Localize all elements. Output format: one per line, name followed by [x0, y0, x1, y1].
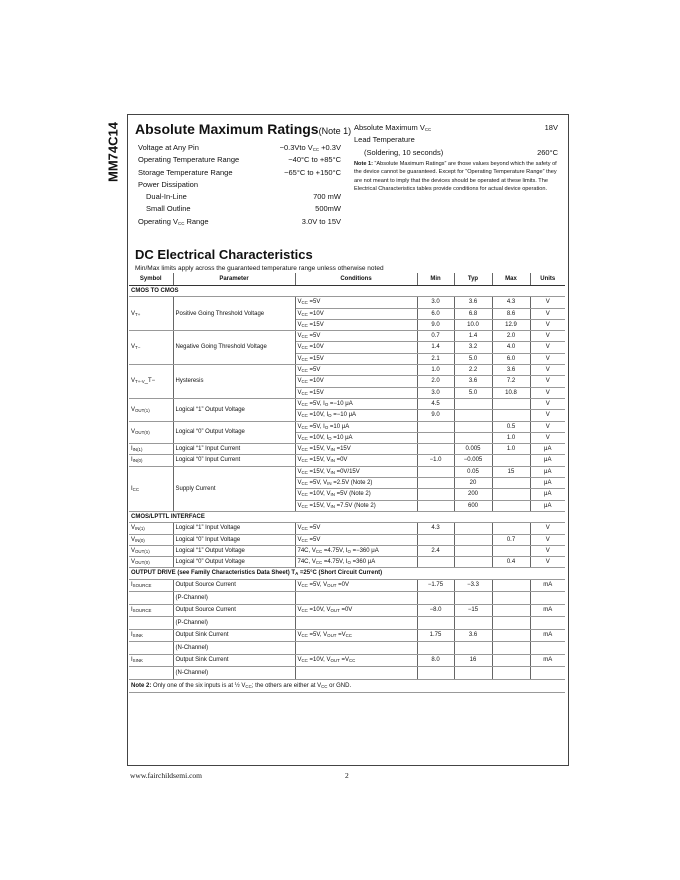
- table-row: $V_{CC} =15V$, $V_{IN} =7.5V$ (Note 2) 600 μA: [129, 500, 565, 511]
- table-row: $V_{CC} =15V$ 9.0 10.0 12.9 V: [129, 319, 565, 330]
- section-row: OUTPUT DRIVE (see Family Characteristics Data Sheet) $T_A =25^\circ C$ (Short Circuit Current): [129, 568, 565, 579]
- amr-row: Dual-In-Line 700 mW: [146, 192, 341, 202]
- table-row: $V_{CC} =10V$ 2.0 3.6 7.2 V: [129, 376, 565, 387]
- col-symbol: Symbol: [129, 273, 173, 286]
- table-row: $V_{CC} =15V$ 2.1 5.0 6.0 V: [129, 353, 565, 364]
- col-typ: Typ: [454, 273, 492, 286]
- table-header-row: [129, 273, 565, 286]
- table-row: $I_{SOURCE}$ Output Source Current $V_{CC} =10V$, $V_{OUT} =0V$ −8.0 −15 mA: [129, 604, 565, 617]
- amr-row: Storage Temperature Range −65°C to +150°C: [138, 167, 341, 177]
- section-row: CMOS TO CMOS: [129, 286, 565, 297]
- table-row: $I_{CC}$ Supply Current $V_{CC} =15V$, $V_{IN} =0V/15V$ 0.05 15 μA: [129, 466, 565, 477]
- table-row: $V_{T+}$ Positive Going Threshold Voltage $V_{CC} =5V$ 3.0 3.6 4.3 V: [129, 297, 565, 308]
- table-row: $V_{T-}$ Negative Going Threshold Voltage $V_{CC} =5V$ 0.7 1.4 2.0 V: [129, 331, 565, 342]
- amr-row: (Soldering, 10 seconds) 260°C: [364, 147, 558, 157]
- dc-title: DC Electrical Characteristics: [135, 247, 313, 262]
- table-row: $V_{CC} =10V$ 1.4 3.2 4.0 V: [129, 342, 565, 353]
- table-row: $V_{IN(0)}$ Logical “0” Input Voltage $V_{CC} =5V$ 0.7 V: [129, 534, 565, 545]
- table-row: $V_{OUT(0)}$ Logical “0” Output Voltage 74C, $V_{CC} =4.75V$, $I_O =360$ μA 0.4 V: [129, 557, 565, 568]
- amr-row: Small Outline 500mW: [146, 204, 341, 214]
- part-number-vertical: MM74C14: [105, 122, 121, 182]
- table-row: $V_{CC} =10V$, $V_{IN} =5V$ (Note 2) 200 μA: [129, 489, 565, 500]
- table-row: $I_{SINK}$ Output Sink Current $V_{CC} =5V$, $V_{OUT} =V_{CC}$ 1.75 3.6 mA: [129, 629, 565, 642]
- table-row: $V_{IN(1)}$ Logical “1” Input Voltage $V_{CC} =5V$ 4.3 V: [129, 523, 565, 534]
- col-conditions: Conditions: [295, 273, 417, 286]
- col-min: Min: [417, 273, 454, 286]
- page-number: 2: [345, 771, 349, 780]
- note-1: Note 1: “Absolute Maximum Ratings” are those values beyond which the safety of the device cannot be guaranteed. Except for “Operating Temperature Range” they are not meant to imply that the devices should be operated at these limits. The Electrical Characteristics tables provide conditions for actual device operation.: [354, 161, 557, 193]
- table-row: $I_{SOURCE}$ Output Source Current $V_{CC} =5V$, $V_{OUT} =0V$ −1.75 −3.3 mA: [129, 579, 565, 592]
- table-row: $V_{CC} =15V$ 3.0 5.0 10.8 V: [129, 387, 565, 398]
- table-row: (N-Channel): [129, 642, 565, 655]
- amr-row: Voltage at Any Pin −0.3Vto $V_{CC} +0.3V$: [138, 143, 341, 152]
- table-row: $I_{SINK}$ Output Sink Current $V_{CC} =10V$, $V_{OUT} =V_{CC}$ 8.0 16 mA: [129, 654, 565, 667]
- col-units: Units: [530, 273, 565, 286]
- amr-row: Operating $V_{CC}$ Range 3.0V to 15V: [138, 216, 341, 226]
- table-row: $V_{OUT(0)}$ Logical “0” Output Voltage $V_{CC} =5V$, $I_O =10$ μA 0.5 V: [129, 421, 565, 432]
- table-row: $I_{IN(0)}$ Logical “0” Input Current $V_{CC} =15V$, $V_{IN} =0V$ −1.0 −0.005 μA: [129, 455, 565, 466]
- table-row: $V_{OUT(1)}$ Logical “1” Output Voltage $V_{CC} =5V$, $I_O =-10$ μA 4.5 V: [129, 398, 565, 409]
- table-row: $I_{IN(1)}$ Logical “1” Input Current $V_{CC} =15V$, $V_{IN} =15V$ 0.005 1.0 μA: [129, 444, 565, 455]
- footer-url: www.fairchildsemi.com: [130, 771, 202, 780]
- table-row: (P-Channel): [129, 592, 565, 605]
- amr-row: Absolute Maximum $V_{CC}$ 18V: [354, 123, 558, 132]
- amr-row: Lead Temperature: [354, 135, 415, 145]
- table-row: $V_{CC} =10V$, $I_O =-10$ μA 9.0 V: [129, 410, 565, 421]
- section-row: CMOS/LPTTL INTERFACE: [129, 511, 565, 522]
- amr-row: Power Dissipation: [138, 179, 199, 189]
- note-row: Note 2: Only one of the six inputs is at ½ $V_{CC}$; the others are either at $V_{CC}$ or GND.: [129, 679, 565, 692]
- col-parameter: Parameter: [173, 273, 295, 286]
- dc-table: [129, 273, 565, 693]
- dc-subtitle: Min/Max limits apply across the guaranteed temperature range unless otherwise noted: [135, 265, 384, 272]
- amr-right-list: [354, 122, 558, 159]
- table-row: $V_{CC} =10V$, $I_O =10$ μA 1.0 V: [129, 432, 565, 443]
- table-row: (P-Channel): [129, 617, 565, 630]
- table-row: $V_{OUT(1)}$ Logical “1” Output Voltage 74C, $V_{CC} =4.75V$, $I_O =-360$ μA 2.4 V: [129, 545, 565, 556]
- table-row: $V_{T+-V}\_T-$ Hysteresis $V_{CC} =5V$ 1.0 2.2 3.6 V: [129, 365, 565, 376]
- amr-row: Operating Temperature Range −40°C to +85°C: [138, 155, 341, 165]
- table-row: (N-Channel): [129, 667, 565, 680]
- col-max: Max: [492, 273, 530, 286]
- amr-title: Absolute Maximum Ratings(Note 1): [135, 121, 352, 137]
- table-row: $V_{CC} =5V$, $V_{IN} =2.5V$ (Note 2) 20 μA: [129, 478, 565, 489]
- amr-left-list: [138, 142, 341, 228]
- table-row: $V_{CC} =10V$ 6.0 6.8 8.6 V: [129, 308, 565, 319]
